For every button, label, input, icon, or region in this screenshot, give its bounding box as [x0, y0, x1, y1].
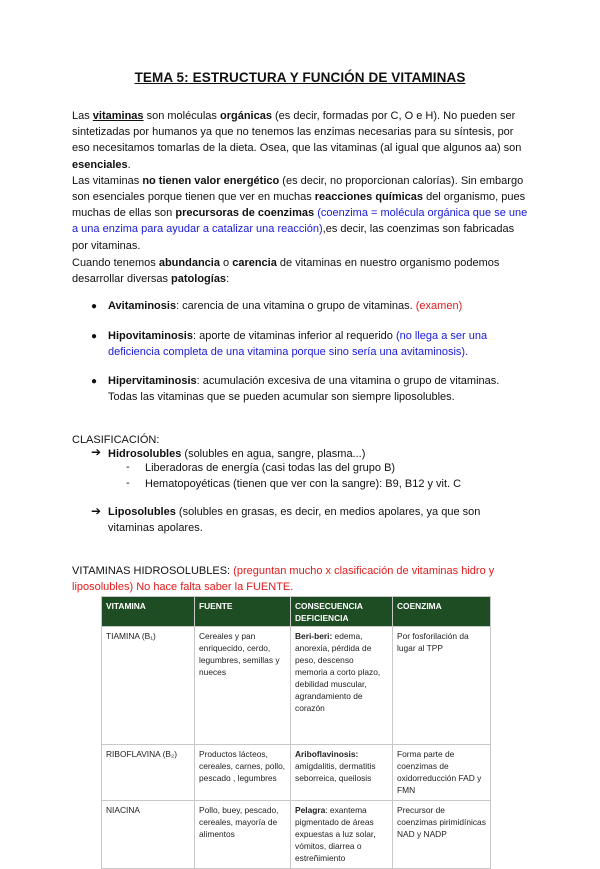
- dash-icon: -: [126, 477, 130, 489]
- pathology-paragraph: [72, 255, 532, 287]
- text: (solubles en agua, sangre, plasma...): [181, 448, 366, 460]
- term: Hipervitaminosis: [108, 375, 197, 387]
- term-vitaminas: vitaminas: [92, 110, 144, 122]
- cell-fuente: Productos lácteos, cereales, carnes, pollo, pescado , legumbres: [195, 745, 291, 801]
- note: (no llega a ser una deficiencia completa de una vitamina porque sino sería una avitaminosis).: [108, 330, 488, 358]
- cell-fuente: Cereales y pan enriquecido, cerdo, legumbres, semillas y nueces: [195, 627, 291, 745]
- bullet-icon: ●: [91, 331, 98, 342]
- text: : carencia de una vitamina o grupo de vitaminas.: [176, 300, 416, 312]
- term-no-energetico: no tienen valor energético: [142, 174, 280, 187]
- term-precursoras: precursoras de coenzimas: [175, 207, 315, 220]
- text: o: [219, 257, 233, 269]
- term: Hipovitaminosis: [108, 330, 193, 342]
- exam-note: (preguntan mucho x clasificación de vitaminas hidro y liposolubles) No hace falta saber la FUENTE.: [72, 565, 495, 594]
- text: .: [127, 158, 131, 171]
- text: :: [226, 273, 230, 286]
- text: Las vitaminas: [72, 174, 143, 187]
- text: (solubles en grasas, es decir, en medios apolares, ya que son vitaminas apolares.: [108, 506, 481, 534]
- coenzima-note: (coenzima = molécula orgánica que se une a una enzima para ayudar a catalizar una reacción): [72, 207, 528, 236]
- clasificacion-heading: CLASIFICACIÓN:: [72, 434, 160, 446]
- text: Cuando tenemos: [72, 257, 159, 269]
- text: Las: [72, 110, 93, 122]
- header-fuente: FUENTE: [195, 597, 291, 627]
- sub-item-liberadoras: Liberadoras de energía (casi todas las del grupo B): [145, 462, 396, 474]
- term-organicas: orgánicas: [219, 110, 272, 122]
- text: : exantema pigmentado de áreas expuestas a luz solar, vómitos, diarrea o estreñimiento: [295, 805, 376, 863]
- list-item-liposolubles: [108, 505, 508, 536]
- cell-vitamina: RIBOFLAVINA (B₂): [102, 745, 195, 801]
- vitamins-table: [101, 596, 491, 869]
- term-esenciales: esenciales: [72, 158, 128, 171]
- cell-vitamina: TIAMINA (B₁): [102, 627, 195, 745]
- cell-consecuencia: [291, 801, 393, 869]
- text: de vitaminas en nuestro organismo podemos desarrollar diversas: [72, 257, 500, 286]
- text: edema, anorexia, pérdida de peso, descenso memoria a corto plazo, debilidad muscular, agrandamiento de corazón: [295, 631, 381, 713]
- header-coenzima: COENZIMA: [393, 597, 491, 627]
- hidrosolubles-section-heading: [72, 563, 542, 595]
- header-vitamina: VITAMINA: [102, 597, 195, 627]
- table-row: [102, 745, 491, 801]
- text: ,es decir, las coenzimas son fabricadas por vitaminas.: [72, 223, 515, 252]
- table-header-row: [102, 597, 491, 627]
- text: son moléculas: [143, 110, 220, 122]
- cell-consecuencia: [291, 745, 393, 801]
- cell-coenzima: Precursor de coenzimas pirimidínicas NAD y NADP: [393, 801, 491, 869]
- exam-note: (examen): [415, 300, 463, 312]
- text: del organismo, pues muchas de ellas son: [72, 191, 526, 220]
- bullet-icon: ●: [91, 376, 98, 387]
- dash-icon: -: [126, 461, 130, 473]
- arrow-icon: ➔: [91, 504, 102, 518]
- text: : acumulación excesiva de una vitamina o grupo de vitaminas. Todas las vitaminas que se pueden acumular son siempre liposolubles.: [108, 375, 500, 403]
- term: Hidrosolubles: [108, 448, 182, 460]
- term: Ariboflavinosis:: [295, 749, 359, 759]
- cell-consecuencia: [291, 627, 393, 745]
- header-consecuencia: CONSECUENCIA DEFICIENCIA: [291, 597, 393, 627]
- term: Liposolubles: [108, 506, 176, 518]
- cell-vitamina: NIACINA: [102, 801, 195, 869]
- page-title: TEMA 5: ESTRUCTURA Y FUNCIÓN DE VITAMINAS: [134, 70, 466, 85]
- term: Pelagra: [295, 805, 326, 815]
- text: (es decir, formadas por C, O e H). No pueden ser sintetizadas por humanos ya que no tenemos las enzimas necesarias para su síntesis, por eso necesitamos tomarlas de la dieta. Osea, que las vitaminas (al igual que algunos aa) son: [72, 110, 522, 155]
- list-item-hipervitaminosis: [108, 374, 508, 405]
- intro-paragraph: [72, 108, 532, 254]
- text: (es decir, no proporcionan calorías). Sin embargo son esenciales porque tienen que ver en muchas: [72, 174, 524, 204]
- text: amigdalitis, dermatitis seborreica, queilosis: [295, 761, 376, 783]
- text: : aporte de vitaminas inferior al requerido: [192, 330, 396, 342]
- text: VITAMINAS HIDROSOLUBLES:: [72, 565, 234, 577]
- term-patologias: patologías: [171, 273, 227, 286]
- table-row: [102, 801, 491, 869]
- cell-coenzima: Por fosforilación da lugar al TPP: [393, 627, 491, 745]
- term: Avitaminosis: [108, 300, 177, 312]
- list-item-hipovitaminosis: [108, 329, 508, 360]
- list-item-avitaminosis: [108, 299, 508, 315]
- sub-item-hematopoyeticas: Hematopoyéticas (tienen que ver con la sangre): B9, B12 y vit. C: [145, 478, 462, 490]
- term-abundancia: abundancia: [158, 257, 220, 269]
- term: Beri-beri:: [295, 631, 333, 641]
- term-reacciones: reacciones químicas: [314, 191, 424, 204]
- arrow-icon: ➔: [91, 445, 102, 459]
- cell-fuente: Pollo, buey, pescado, cereales, mayoría de alimentos: [195, 801, 291, 869]
- term-carencia: carencia: [232, 257, 277, 269]
- table-row: [102, 627, 491, 745]
- bullet-icon: ●: [91, 301, 98, 312]
- cell-coenzima: Forma parte de coenzimas de oxidorreducción FAD y FMN: [393, 745, 491, 801]
